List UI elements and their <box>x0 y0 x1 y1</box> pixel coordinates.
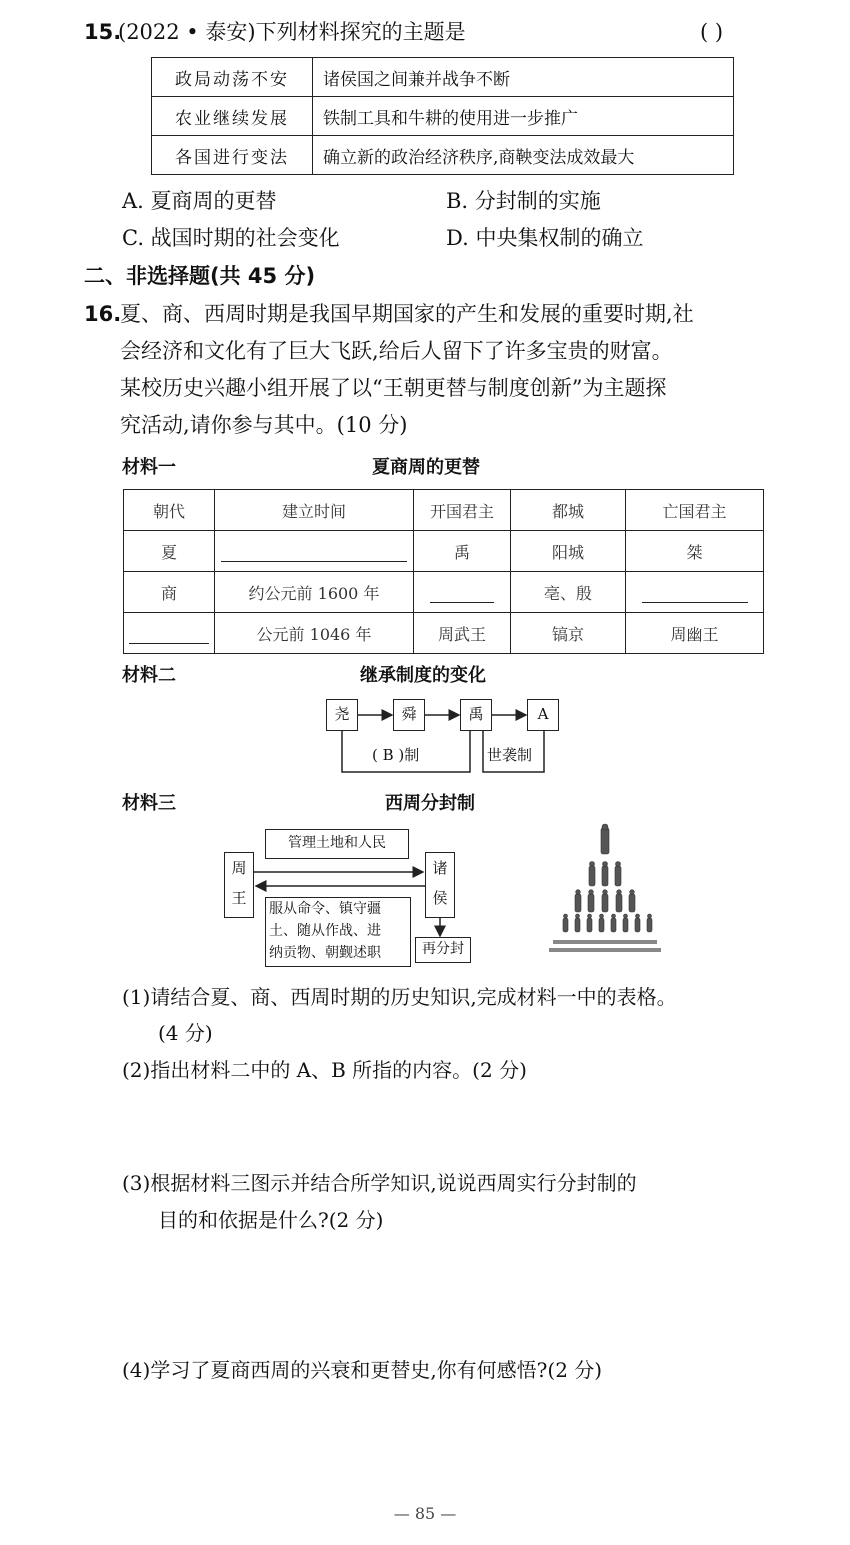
table-cell: 亳、殷 <box>511 572 626 613</box>
answer-blank[interactable] <box>124 613 215 654</box>
q15-number: 15. <box>84 20 122 44</box>
node-a: A <box>527 699 559 731</box>
table-cell: 确立新的政治经济秩序,商鞅变法成效最大 <box>313 136 734 175</box>
lords-char: 侯 <box>432 889 448 907</box>
table-header-row <box>124 490 764 531</box>
q16-stem-line: 究活动,请你参与其中。(10 分) <box>120 413 408 437</box>
q15-option-a[interactable]: A. 夏商周的更替 <box>122 189 277 213</box>
material2-label: 材料二 <box>122 665 176 686</box>
sub-question-2: (2)指出材料二中的 A、B 所指的内容。(2 分) <box>122 1058 527 1082</box>
table-cell: 诸侯国之间兼并战争不断 <box>313 58 734 97</box>
table-cell: 农业继续发展 <box>152 97 313 136</box>
king-char: 周 <box>231 859 247 877</box>
sub-question-3-line2: 目的和依据是什么?(2 分) <box>158 1208 384 1232</box>
table-row <box>124 531 764 572</box>
manage-land-box: 管理土地和人民 <box>265 829 409 859</box>
table-row <box>152 58 734 97</box>
duty-line: 土、随从作战、进 <box>269 923 381 939</box>
sub-question-3: (3)根据材料三图示并结合所学知识,说说西周实行分封制的 <box>122 1171 637 1195</box>
table-header: 亡国君主 <box>626 490 764 531</box>
answer-blank[interactable] <box>215 531 414 572</box>
sub-question-4: (4)学习了夏商西周的兴衰和更替史,你有何感悟?(2 分) <box>122 1358 603 1382</box>
duty-line: 纳贡物、朝觐述职 <box>269 945 381 961</box>
material1-label: 材料一 <box>122 457 176 478</box>
feudal-pyramid-illustration <box>545 822 665 962</box>
section-heading: 二、非选择题(共 45 分) <box>84 264 316 288</box>
table-cell: 各国进行变法 <box>152 136 313 175</box>
hereditary-label: 世袭制 <box>487 746 533 764</box>
table-header: 开国君主 <box>414 490 511 531</box>
table-cell: 镐京 <box>511 613 626 654</box>
table-row <box>124 613 764 654</box>
duty-line: 服从命令、镇守疆 <box>269 901 381 917</box>
q15-option-d[interactable]: D. 中央集权制的确立 <box>446 226 644 250</box>
node-yu: 禹 <box>460 699 492 731</box>
material2-title: 继承制度的变化 <box>360 665 486 686</box>
page-number: — 85 — <box>393 1504 457 1523</box>
q15-table <box>151 57 734 175</box>
table-header: 建立时间 <box>215 490 414 531</box>
node-shun: 舜 <box>393 699 425 731</box>
table-cell: 商 <box>124 572 215 613</box>
q16-stem-line: 某校历史兴趣小组开展了以“王朝更替与制度创新”为主题探 <box>120 376 667 400</box>
node-yao: 尧 <box>326 699 358 731</box>
table-cell: 政局动荡不安 <box>152 58 313 97</box>
q16-stem-line: 夏、商、西周时期是我国早期国家的产生和发展的重要时期,社 <box>120 302 694 326</box>
sub-question-1: (1)请结合夏、商、西周时期的历史知识,完成材料一中的表格。 <box>122 985 677 1009</box>
table-cell: 禹 <box>414 531 511 572</box>
b-system-label: ( B )制 <box>372 746 420 764</box>
subfief-box: 再分封 <box>415 937 471 963</box>
table-header: 朝代 <box>124 490 215 531</box>
material1-table <box>123 489 764 654</box>
table-cell: 公元前 1046 年 <box>215 613 414 654</box>
q16-stem-line: 会经济和文化有了巨大飞跃,给后人留下了许多宝贵的财富。 <box>120 339 673 363</box>
q15-option-b[interactable]: B. 分封制的实施 <box>446 189 601 213</box>
table-cell: 阳城 <box>511 531 626 572</box>
table-cell: 周武王 <box>414 613 511 654</box>
king-char: 王 <box>231 889 247 907</box>
q15-stem: (2022 • 泰安)下列材料探究的主题是 <box>118 20 466 44</box>
material3-title: 西周分封制 <box>385 793 475 814</box>
table-row <box>152 97 734 136</box>
lords-char: 诸 <box>432 859 448 877</box>
material3-label: 材料三 <box>122 793 176 814</box>
table-cell: 铁制工具和牛耕的使用进一步推广 <box>313 97 734 136</box>
sub-question-1-score: (4 分) <box>158 1021 213 1045</box>
succession-arrows <box>326 699 566 779</box>
answer-blank[interactable] <box>626 572 764 613</box>
table-row <box>152 136 734 175</box>
table-row <box>124 572 764 613</box>
table-header: 都城 <box>511 490 626 531</box>
answer-blank[interactable] <box>414 572 511 613</box>
table-cell: 夏 <box>124 531 215 572</box>
q15-option-c[interactable]: C. 战国时期的社会变化 <box>122 226 340 250</box>
material1-title: 夏商周的更替 <box>372 457 480 478</box>
q15-answer-paren: ( ) <box>700 20 724 44</box>
table-cell: 约公元前 1600 年 <box>215 572 414 613</box>
q16-number: 16. <box>84 302 122 326</box>
duties-box <box>265 897 411 967</box>
table-cell: 桀 <box>626 531 764 572</box>
table-cell: 周幽王 <box>626 613 764 654</box>
